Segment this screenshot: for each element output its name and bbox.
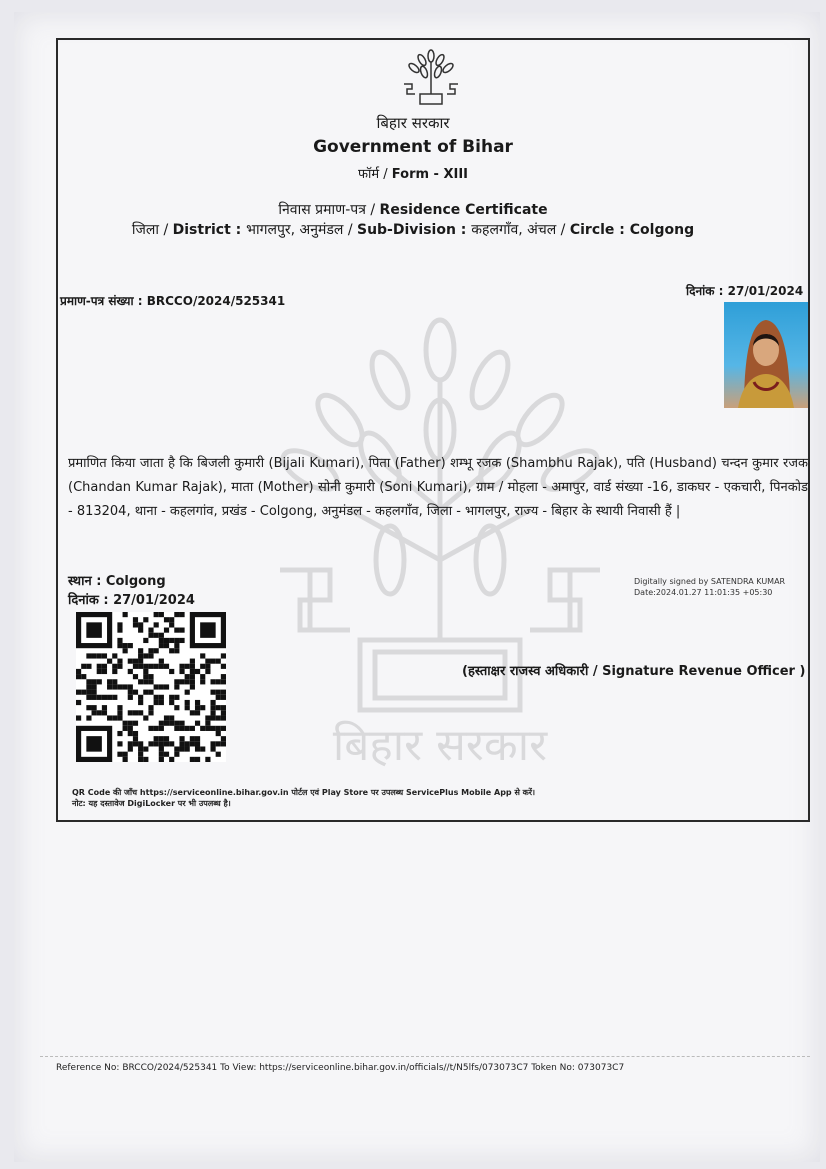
certificate-number: प्रमाण-पत्र संख्या : BRCCO/2024/525341 — [60, 294, 286, 308]
form-label-english: Form - XIII — [391, 167, 469, 182]
digital-signature-date: Date:2024.01.27 11:01:35 +05:30 — [634, 588, 773, 597]
applicant-photo — [724, 302, 808, 408]
government-title: Government of Bihar — [313, 137, 513, 157]
digital-signature — [634, 576, 785, 598]
qr-note — [72, 787, 535, 809]
issue-date: दिनांक : 27/01/2024 — [686, 284, 804, 298]
district-line — [0, 220, 826, 239]
certificate-title-english: Residence Certificate — [379, 202, 548, 218]
reference-footer: Reference No: BRCCO/2024/525341 To View: https://serviceonline.bihar.gov.in/officials//t/N5lfs/073073C7 Token No: 073073C7 — [56, 1063, 625, 1073]
form-label-hindi: फॉर्म / — [357, 167, 392, 182]
district-value: भागलपुर, अनुमंडल / — [246, 222, 357, 238]
signature-label: (हस्ताक्षर राजस्व अधिकारी / Signature Revenue Officer ) — [462, 664, 806, 679]
certificate-body: प्रमाणित किया जाता है कि बिजली कुमारी (Bijali Kumari), पिता (Father) शम्भू रजक (Shambhu Rajak), पति (Husband) चन्दन कुमार रजक (Chandan Kumar Rajak), माता (Mother) सोनी कुमारी (Soni Kumari), ग्राम / मोहला - अमापुर, वार्ड संख्या -16, डाकघर - एकचारी, पिनकोड - 813204, थाना - कहलगांव, प्रखंड - Colgong, अनुमंडल - कहलगाँव, जिला - भागलपुर, राज्य - बिहार के स्थायी निवासी हैं | — [68, 456, 808, 519]
digital-signature-name: Digitally signed by SATENDRA KUMAR — [634, 577, 786, 586]
circle-value: Circle : Colgong — [569, 222, 695, 238]
watermark-text: बिहार सरकार — [332, 720, 548, 771]
hindi-title: बिहार सरकार — [376, 114, 450, 132]
bodhi-tree-watermark-icon — [270, 310, 610, 790]
digilocker-note: नोट: यह दस्तावेज DigiLocker पर भी उपलब्ध है। — [72, 799, 231, 808]
subdivision-value: कहलगाँव, अंचल / — [471, 222, 570, 238]
bihar-bodhi-tree-emblem-icon — [400, 48, 462, 108]
issue-date-bottom: दिनांक : 27/01/2024 — [68, 593, 195, 608]
qr-verify-note: QR Code की जाँच https://serviceonline.bihar.gov.in पोर्टल एवं Play Store पर उपलब्ध ServicePlus Mobile App से करें। — [72, 788, 536, 797]
form-number — [0, 164, 826, 182]
district-label-hindi: जिला / — [131, 222, 173, 238]
subdivision-label: Sub-Division : — [356, 222, 472, 238]
footer-divider — [40, 1056, 810, 1057]
qr-code-icon[interactable] — [76, 612, 226, 762]
district-label: District : — [172, 222, 247, 238]
certificate-title-hindi: निवास प्रमाण-पत्र / — [278, 202, 380, 218]
issue-place: स्थान : Colgong — [68, 574, 166, 589]
certificate-title — [0, 200, 826, 219]
